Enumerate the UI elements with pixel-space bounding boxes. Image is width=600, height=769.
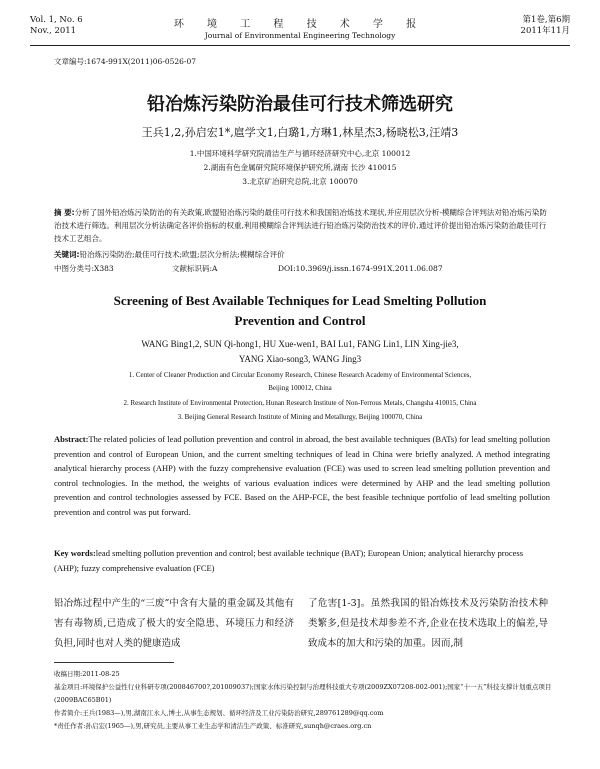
- clc-number: 中图分类号:X383: [54, 264, 114, 273]
- title-en-line-1: Screening of Best Available Techniques for Lead Smelting Pollution: [113, 293, 487, 308]
- journal-issue-info: [521, 15, 570, 37]
- keywords-en-label: Key words:: [54, 548, 96, 558]
- footnote-rule: [54, 662, 174, 663]
- keywords-cn-text: 铅冶炼污染防治;最佳可行技术;欧盟;层次分析法;模糊综合评价: [79, 250, 285, 259]
- abstract-en-text: The related policies of lead pollution prevention and control in abroad, the best available techniques (BATs) for lead smelting pollution prevention and control of European Union, and the current smelting techniques of lead in China were briefly analyzed. A method integrating analytical hierarchy process (AHP) with the fuzzy comprehensive evaluation (FCE) was used to screen lead smelting pollution prevention and control technologies. In the method, the weights of various evaluation indices were determined by AHP and the lead smelting pollution prevention and control technologies assessed by FCE. Based on the AHP-FCE, the best feasible technique portfolio of lead smelting pollution prevention and control was put forward.: [54, 434, 550, 517]
- authors-en: [0, 337, 600, 367]
- classification-row: [54, 263, 443, 274]
- issue-line-cn: 第1卷,第6期: [522, 15, 570, 25]
- body-column-left: 铅冶炼过程中产生的“三废”中含有大量的重金属及其他有害有毒物质,已造成了极大的安全隐患、环境压力和经济负担,同时也对人类的健康造成: [54, 598, 294, 649]
- article-number: 文章编号:1674-991X(2011)06-0526-07: [54, 57, 196, 66]
- affiliation-cn-3: 3.北京矿冶研究总院,北京 100070: [242, 177, 358, 186]
- abstract-cn: [54, 206, 550, 245]
- footnote-received: 收稿日期:2011-08-25: [54, 670, 120, 678]
- footnotes: [54, 668, 554, 733]
- header-rule: [30, 45, 570, 46]
- date-line: Nov., 2011: [30, 26, 77, 36]
- abstract-en: [54, 432, 550, 519]
- volume-line: Vol. 1, No. 6: [30, 15, 83, 25]
- affiliation-cn-1: 1.中国环境科学研究院清洁生产与循环经济研究中心,北京 100012: [189, 149, 411, 158]
- doc-code: 文献标识码:A: [172, 264, 218, 273]
- doi: DOI:10.3969/j.issn.1674-991X.2011.06.087: [278, 264, 443, 273]
- authors-en-line-2: YANG Xiao-song3, WANG Jing3: [238, 354, 362, 364]
- journal-name-en: Journal of Environmental Engineering Technology: [204, 31, 396, 40]
- abstract-cn-text: 分析了国外铅冶炼污染防治的有关政策,欧盟铅冶炼污染的最佳可行技术和我国铅冶炼技术现状,并应用层次分析-模糊综合评判法对铅冶炼污染防治技术进行筛选。利用层次分析法确定各评价指标的权重,利用模糊综合评判法进行铅冶炼污染防治技术的评价,通过评价提出铅冶炼污染防治最佳可行技术工艺组合。: [54, 208, 547, 243]
- abstract-en-label: Abstract:: [54, 434, 89, 444]
- footnote-funding: 基金项目:环境保护公益性行业科研专项(200846700?,201009037);国家水体污染控制与治理科技重大专项(2009ZX07208-002-001);国家“十一五”科技支撑计划重点项目(2009BAC65B01): [54, 683, 552, 704]
- authors-en-line-1: WANG Bing1,2, SUN Qi-hong1, HU Xue-wen1, BAI Lu1, FANG Lin1, LIN Xing-jie3,: [141, 339, 459, 349]
- paper-title-en: [0, 291, 600, 331]
- body-column-right: 了危害[1-3]。虽然我国的铅冶炼技术及污染防治技术种类繁多,但是技术却参差不齐,企业在技术选取上的偏差,导致成本的加大和污染的加重。因而,制: [308, 598, 548, 649]
- keywords-cn: [54, 248, 550, 261]
- footnote-author: 作者简介:王兵(1983—),男,湖南江永人,博士,从事生态规划、循环经济及工业污染防治研究,289761289@qq.com: [54, 709, 384, 717]
- authors-cn: 王兵1,2,孙启宏1*,扈学文1,白璐1,方琳1,林星杰3,杨晓松3,汪靖3: [141, 126, 459, 139]
- date-line-cn: 2011年11月: [520, 26, 570, 36]
- abstract-cn-label: 摘 要:: [54, 208, 75, 217]
- keywords-en: [54, 546, 550, 575]
- affiliation-cn-2: 2.湖南有色金属研究院环境保护研究所,湖南 长沙 410015: [203, 163, 397, 172]
- footnote-corresponding: *责任作者:孙启宏(1965—),男,研究员,主要从事工业生态学和清洁生产政策、标准研究,sunqh@craes.org.cn: [54, 722, 372, 730]
- affiliation-en-3: 3. Beijing General Research Institute of Mining and Metallurgy, Beijing 100070, China: [177, 413, 423, 421]
- title-en-line-2: Prevention and Control: [234, 313, 366, 328]
- journal-name: [150, 15, 450, 40]
- paper-title-cn: 铅冶炼污染防治最佳可行技术筛选研究: [147, 94, 453, 115]
- keywords-cn-label: 关键词:: [54, 250, 80, 259]
- keywords-en-text: lead smelting pollution prevention and control; best available technique (BAT); European Union; analytical hierarchy process (AHP); fuzzy comprehensive evaluation (FCE): [54, 548, 524, 573]
- journal-name-cn: 环 境 工 程 技 术 学 报: [173, 19, 427, 30]
- affiliation-en-2: 2. Research Institute of Environmental Protection, Hunan Research Institute of Non-Ferrous Metals, Changsha 410015, China: [123, 399, 477, 407]
- affiliation-en-1a: 1. Center of Cleaner Production and Circular Economy Research, Chinese Research Academy of Environmental Sciences,: [128, 371, 472, 379]
- affiliation-en-1b: Beijing 100012, China: [268, 384, 332, 392]
- journal-volume-info: [30, 15, 83, 37]
